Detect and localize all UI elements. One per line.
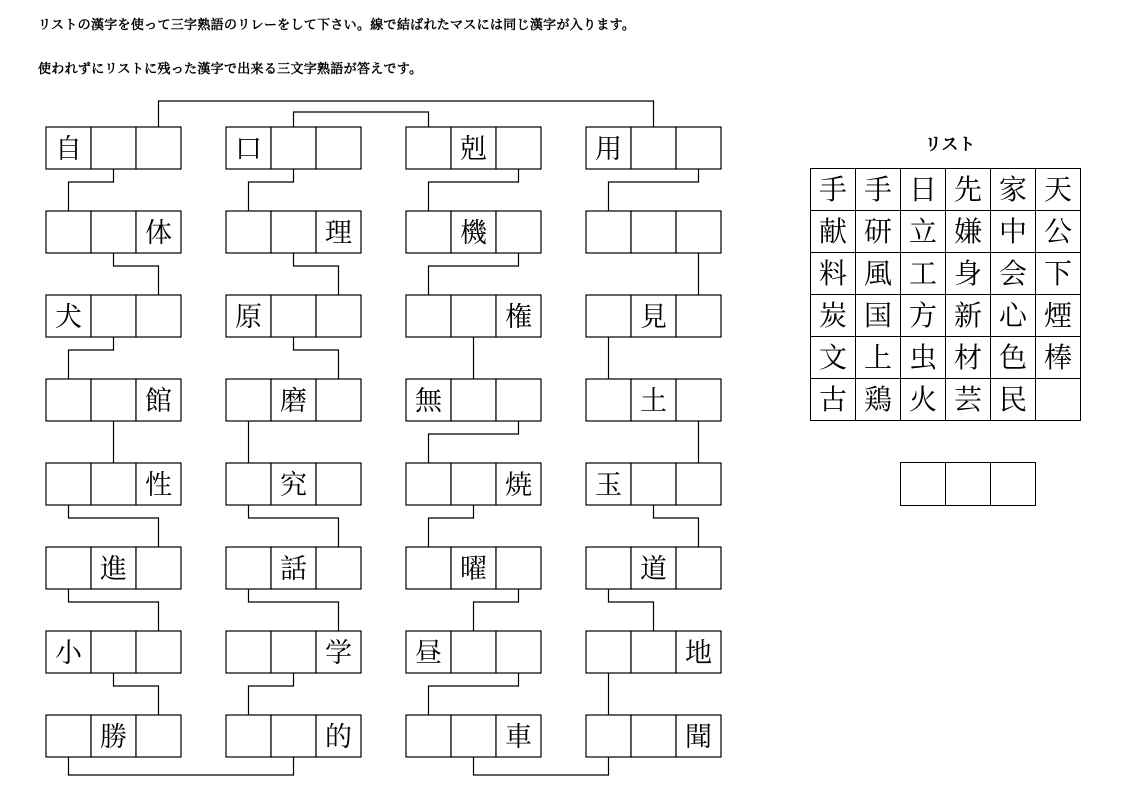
puzzle-kanji: 口 [235, 134, 262, 165]
list-kanji[interactable]: 心 [991, 295, 1036, 337]
puzzle-cell[interactable] [226, 631, 271, 673]
puzzle-kanji: 道 [640, 554, 667, 585]
list-kanji[interactable]: 材 [946, 337, 991, 379]
list-kanji[interactable]: 下 [1036, 253, 1081, 295]
puzzle-kanji: 犬 [55, 302, 82, 333]
puzzle-cell[interactable] [586, 295, 631, 337]
puzzle-cell[interactable] [406, 463, 451, 505]
list-kanji[interactable]: 古 [811, 379, 856, 421]
connection-line [114, 253, 159, 295]
puzzle-cell[interactable] [406, 211, 451, 253]
list-kanji[interactable]: 鶏 [856, 379, 901, 421]
puzzle-kanji: 地 [685, 638, 712, 669]
puzzle-kanji: 磨 [280, 386, 307, 417]
puzzle-cell[interactable] [451, 463, 496, 505]
connection-line [249, 673, 294, 715]
puzzle-cell[interactable] [676, 463, 721, 505]
puzzle-kanji: 焼 [505, 470, 532, 501]
list-kanji[interactable]: 身 [946, 253, 991, 295]
puzzle-cells [46, 127, 721, 757]
puzzle-cell[interactable] [136, 631, 181, 673]
connection-line [474, 757, 609, 775]
kanji-list-grid [810, 168, 1081, 421]
list-kanji[interactable]: 会 [991, 253, 1036, 295]
list-kanji[interactable]: 嫌 [946, 211, 991, 253]
connection-line [654, 505, 699, 547]
puzzle-kanji: 曜 [460, 554, 487, 585]
puzzle-cell[interactable] [496, 631, 541, 673]
puzzle-cell[interactable] [676, 211, 721, 253]
puzzle-cell[interactable] [91, 295, 136, 337]
puzzle-cell[interactable] [316, 379, 361, 421]
puzzle-cell[interactable] [451, 379, 496, 421]
puzzle-cell[interactable] [226, 547, 271, 589]
puzzle-cell[interactable] [271, 127, 316, 169]
puzzle-cell[interactable] [451, 295, 496, 337]
puzzle-kanji: 話 [280, 554, 307, 585]
answer-cell-3[interactable] [991, 463, 1035, 505]
puzzle-kanji: 剋 [460, 134, 487, 165]
list-kanji[interactable]: 先 [946, 169, 991, 211]
puzzle-kanji: 進 [100, 554, 127, 585]
list-kanji[interactable]: 火 [901, 379, 946, 421]
list-kanji[interactable]: 家 [991, 169, 1036, 211]
puzzle-cell[interactable] [676, 295, 721, 337]
puzzle-cell[interactable] [91, 127, 136, 169]
puzzle-cell[interactable] [676, 547, 721, 589]
list-kanji[interactable]: 公 [1036, 211, 1081, 253]
list-kanji[interactable]: 虫 [901, 337, 946, 379]
list-kanji[interactable]: 研 [856, 211, 901, 253]
puzzle-cell[interactable] [226, 715, 271, 757]
puzzle-cell[interactable] [496, 547, 541, 589]
list-kanji[interactable]: 民 [991, 379, 1036, 421]
list-kanji[interactable]: 献 [811, 211, 856, 253]
list-kanji[interactable]: 手 [811, 169, 856, 211]
puzzle-kanji: 用 [595, 134, 622, 165]
puzzle-cell[interactable] [271, 715, 316, 757]
puzzle-cell[interactable] [46, 463, 91, 505]
puzzle-cell[interactable] [46, 211, 91, 253]
puzzle-kanji: 機 [460, 218, 487, 249]
puzzle-kanji: 館 [145, 386, 172, 417]
puzzle-cell[interactable] [496, 127, 541, 169]
puzzle-cell[interactable] [586, 379, 631, 421]
puzzle-cell[interactable] [271, 295, 316, 337]
connection-line [429, 253, 519, 295]
puzzle-kanji: 学 [325, 638, 352, 669]
connection-line [69, 589, 159, 631]
puzzle-cell[interactable] [406, 295, 451, 337]
puzzle-cell[interactable] [496, 211, 541, 253]
connection-line [609, 169, 699, 211]
connection-line [429, 673, 519, 715]
connection-line [69, 169, 114, 211]
answer-cell-1[interactable] [901, 463, 946, 505]
puzzle-cell[interactable] [586, 547, 631, 589]
instruction-line-2: 使われずにリストに残った漢字で出来る三文字熟語が答えです。 [38, 62, 423, 77]
puzzle-cell[interactable] [136, 127, 181, 169]
puzzle-cell[interactable] [271, 631, 316, 673]
list-kanji[interactable]: 日 [901, 169, 946, 211]
puzzle-cell[interactable] [586, 715, 631, 757]
puzzle-kanji: 理 [325, 218, 352, 249]
puzzle-cell[interactable] [136, 715, 181, 757]
puzzle-cell[interactable] [226, 211, 271, 253]
list-kanji[interactable]: 炭 [811, 295, 856, 337]
list-kanji[interactable]: 新 [946, 295, 991, 337]
connection-lines [69, 101, 699, 775]
connection-line [294, 253, 339, 295]
puzzle-kanji: 性 [145, 470, 172, 501]
puzzle-cell[interactable] [631, 127, 676, 169]
connection-line [429, 505, 474, 547]
puzzle-cell[interactable] [91, 379, 136, 421]
list-kanji[interactable]: 上 [856, 337, 901, 379]
puzzle-kanji: 的 [325, 722, 352, 753]
puzzle-kanji: 小 [55, 638, 82, 669]
connection-line [114, 673, 159, 715]
puzzle-cell[interactable] [631, 211, 676, 253]
connection-line [609, 589, 654, 631]
connection-line [429, 421, 519, 463]
puzzle-cell[interactable] [91, 631, 136, 673]
list-kanji[interactable]: 煙 [1036, 295, 1081, 337]
puzzle-cell[interactable] [586, 631, 631, 673]
connection-line [249, 589, 339, 631]
puzzle-cell[interactable] [586, 211, 631, 253]
connection-line [249, 169, 294, 211]
puzzle-cell[interactable] [316, 127, 361, 169]
puzzle-kanji: 自 [55, 134, 82, 165]
answer-boxes [900, 462, 1036, 506]
puzzle-kanji: 見 [640, 302, 667, 333]
puzzle-kanji: 体 [145, 218, 172, 249]
list-kanji[interactable]: 色 [991, 337, 1036, 379]
list-kanji[interactable]: 手 [856, 169, 901, 211]
list-title: リスト [924, 135, 976, 155]
connection-line [429, 169, 519, 211]
connection-line [159, 101, 654, 127]
puzzle-kanji: 玉 [595, 470, 622, 501]
puzzle-kanji: 聞 [685, 722, 712, 753]
puzzle-cell[interactable] [316, 547, 361, 589]
puzzle-cell[interactable] [91, 211, 136, 253]
connection-line [249, 505, 339, 547]
list-kanji[interactable]: 立 [901, 211, 946, 253]
instruction-line-1: リストの漢字を使って三字熟語のリレーをして下さい。線で結ばれたマスには同じ漢字が入ります。 [38, 18, 636, 33]
puzzle-kanji: 昼 [415, 638, 442, 669]
puzzle-cell[interactable] [271, 211, 316, 253]
puzzle-kanji: 権 [505, 302, 532, 333]
connection-line [294, 112, 429, 127]
puzzle-kanji: 究 [280, 470, 307, 501]
puzzle-cell[interactable] [676, 379, 721, 421]
list-kanji[interactable] [1036, 379, 1081, 421]
puzzle-cell[interactable] [406, 127, 451, 169]
puzzle-cell[interactable] [226, 379, 271, 421]
puzzle-cell[interactable] [496, 379, 541, 421]
list-kanji[interactable]: 国 [856, 295, 901, 337]
puzzle-kanji: 車 [505, 722, 532, 753]
list-kanji[interactable]: 棒 [1036, 337, 1081, 379]
list-kanji[interactable]: 中 [991, 211, 1036, 253]
puzzle-cell[interactable] [136, 547, 181, 589]
puzzle-cell[interactable] [406, 547, 451, 589]
list-kanji[interactable]: 天 [1036, 169, 1081, 211]
puzzle-cell[interactable] [226, 463, 271, 505]
puzzle-cell[interactable] [316, 295, 361, 337]
list-kanji[interactable]: 芸 [946, 379, 991, 421]
list-kanji[interactable]: 文 [811, 337, 856, 379]
puzzle-cell[interactable] [46, 715, 91, 757]
puzzle-cell[interactable] [631, 715, 676, 757]
list-kanji[interactable]: 風 [856, 253, 901, 295]
puzzle-cell[interactable] [91, 463, 136, 505]
puzzle-kanji: 土 [640, 386, 667, 417]
connection-line [69, 337, 114, 379]
puzzle-cell[interactable] [136, 295, 181, 337]
list-kanji[interactable]: 料 [811, 253, 856, 295]
puzzle-cell[interactable] [316, 463, 361, 505]
connection-line [69, 757, 294, 775]
puzzle-cell[interactable] [406, 715, 451, 757]
connection-line [474, 589, 519, 631]
answer-cell-2[interactable] [946, 463, 991, 505]
puzzle-kanji: 原 [235, 302, 262, 333]
puzzle-cell[interactable] [451, 631, 496, 673]
puzzle-cell[interactable] [631, 631, 676, 673]
puzzle-kanji: 無 [415, 386, 442, 417]
puzzle-kanji: 勝 [100, 722, 127, 753]
puzzle-cell[interactable] [46, 547, 91, 589]
list-kanji[interactable]: 工 [901, 253, 946, 295]
list-kanji[interactable]: 方 [901, 295, 946, 337]
connection-line [69, 505, 159, 547]
puzzle-cell[interactable] [46, 379, 91, 421]
puzzle-cell[interactable] [676, 127, 721, 169]
puzzle-cell[interactable] [451, 715, 496, 757]
connection-line [294, 337, 339, 379]
puzzle-cell[interactable] [631, 463, 676, 505]
